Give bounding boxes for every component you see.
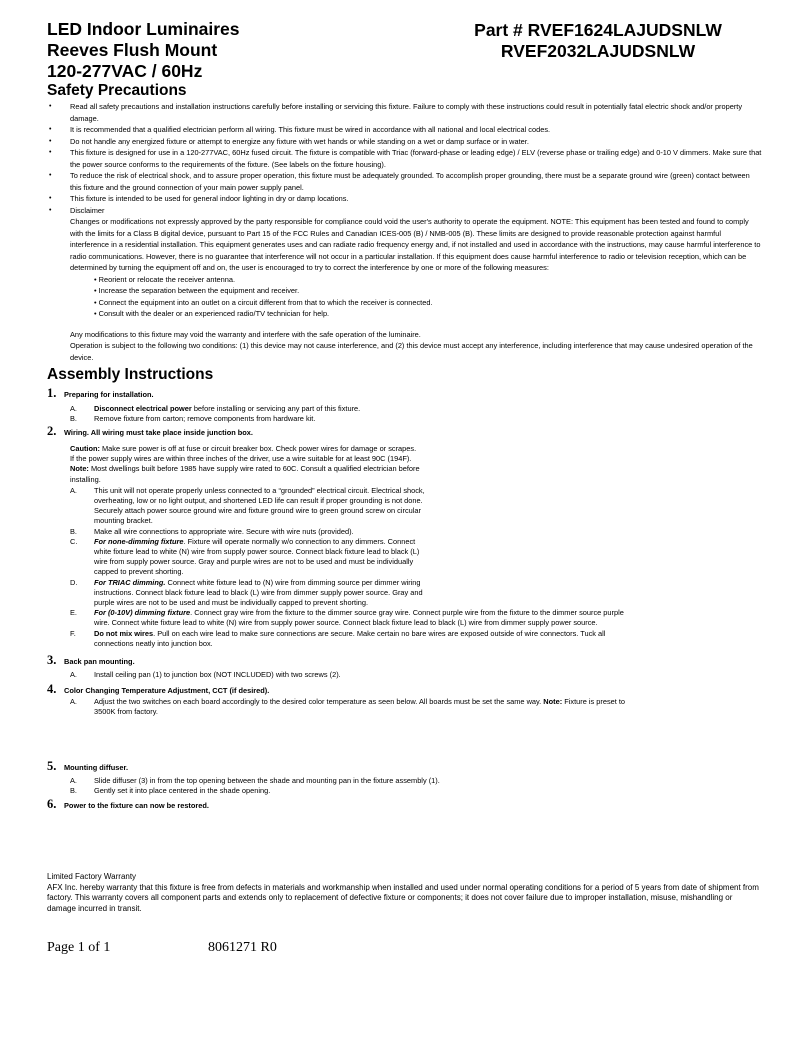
step-4 (47, 682, 762, 717)
substep-line: wire from supply power source. Gray and purple wires are not to be used and must be individually (94, 557, 414, 567)
step-5 (47, 759, 762, 796)
note-text: Most dwellings built before 1985 have supply wire rated to 60C. Consult a qualified electrician before (88, 464, 420, 474)
part-number-line: Part # RVEF1624LAJUDSNLW (474, 20, 722, 40)
substep (47, 527, 762, 537)
substep-letter: B. (70, 526, 77, 536)
substep (47, 537, 762, 578)
safety-item (47, 124, 762, 136)
substep (47, 414, 762, 424)
step-number: 1. (47, 386, 57, 400)
substep-line: . Fixture will operate normally w/o connection to any dimmers. Connect (183, 536, 416, 546)
safety-item-text: This fixture is designed for use in a 120-277VAC, 60Hz fused circuit. The fixture is compatible with Triac (forward-phase or leading edge) / ELV (reverse phase or trailing edge) and 0-10 V dimmers. Make sure that the power source conforms to the requirements of the fixture. (See labels on the fixture housing). (70, 148, 762, 169)
substep-line: This unit will not operate properly unless connected to a “grounded” electrical circuit. Electrical shock, (94, 485, 425, 495)
disclaimer-label: Disclaimer (70, 205, 105, 215)
substep-letter: F. (70, 628, 76, 638)
caution-text-2: If the power supply wires are within three inches of the driver, use a wire suitable for at least 90C (194F). (70, 454, 412, 464)
safety-heading: Safety Precautions (47, 82, 187, 99)
substep-letter: A. (70, 776, 77, 785)
safety-item-text: Do not handle any energized fixture or attempt to energize any fixture with wet hands or while standing on a wet or damp surface or in water. (70, 136, 529, 146)
substep-text: Remove fixture from carton; remove components from hardware kit. (94, 414, 316, 424)
substep-line: overheating, low or no light output, and shortened LED life can result if proper grounding is not done. (94, 496, 423, 506)
substep-text: Slide diffuser (3) in from the top opening between the shade and mounting pan in the fixture assembly (1). (94, 776, 440, 785)
bullet-icon: • (49, 103, 52, 110)
step-3 (47, 653, 762, 680)
safety-list (47, 101, 762, 320)
title-line: LED Indoor Luminaires (47, 19, 240, 39)
step-title: Preparing for installation. (64, 390, 154, 399)
safety-item (47, 147, 762, 170)
title-line: 120-277VAC / 60Hz (47, 61, 203, 81)
step-title: Color Changing Temperature Adjustment, CCT (if desired). (64, 686, 270, 695)
substep-line: instructions. Connect black fixture lead to black (L) wire from dimmer supply power source. Gray and (94, 587, 423, 597)
substep (47, 486, 762, 527)
measure-item: • Connect the equipment into an outlet on a circuit different from that to which the receiver is connected. (94, 297, 433, 307)
disclaimer-item (47, 205, 762, 320)
substep-bold: Do not mix wires (94, 628, 154, 638)
step-title: Back pan mounting. (64, 657, 135, 666)
step-1 (47, 386, 762, 424)
title-line: Reeves Flush Mount (47, 40, 218, 60)
substep-emphasis: For none-dimming fixture (94, 536, 184, 546)
warranty-text: AFX Inc. hereby warranty that this fixture is free from defects in materials and workmanship when installed and used under normal operating conditions for a period of 5 years from date of shipment from factory. This warranty covers all component parts and extends only to replacement of defective fixture or components; it does not cover failure due to improper installation, misuse, mishandling or damage incurred in transit. (47, 882, 759, 913)
step-header (47, 682, 762, 697)
safety-item (47, 170, 762, 193)
step-number: 3. (47, 653, 57, 667)
substep (47, 776, 762, 786)
substep-line: Connect white fixture lead to (N) wire from dimming source per dimmer wiring (165, 577, 421, 587)
substep-text: before installing or servicing any part of this fixture. (191, 404, 361, 413)
note-text-2: installing. (70, 474, 101, 484)
step-2 (47, 424, 762, 649)
caution-label: Caution: (70, 444, 100, 453)
substep-letter: A. (70, 404, 77, 413)
warranty-void-note: Any modifications to this fixture may void the warranty and interfere with the safe operation of the luminaire. (70, 330, 421, 339)
disclaimer-text: Changes or modifications not expressly approved by the party responsible for compliance could void the user's authority to operate the equipment. NOTE: This equipment has been tested and found to comply with the limits for a Class B digital device, pursuant to Part 15 of the FCC Rules and Canadian ICES-005 (B) / NMB-005 (B). These limits are designed to provide reasonable protection against harmful interference in a residential installation. This equipment generates uses and can radiate radio frequency energy and, if not installed and used in accordance with the instructions, may cause harmful interference to radio communications. However, there is no guarantee that interference will not occur in a particular installation. If this equipment does cause harmful interference to radio or television reception, which can be determined by turning the equipment off and on, the user is encouraged to try to correct the interference by one or more of the following measures: (70, 217, 761, 272)
substep-line: wire. Connect white fixture lead to white (N) wire from supply power source. Connect black fixture lead to black (L) wire from dimmer supply power source. (94, 618, 598, 628)
bullet-icon: • (49, 206, 52, 214)
substep-text: Adjust the two switches on each board accordingly to the desired color temperature as seen below. All boards must be set the same way. (94, 697, 544, 706)
step-title: Mounting diffuser. (64, 763, 129, 772)
bullet-icon: • (49, 172, 52, 179)
step-title: Wiring. All wiring must take place inside junction box. (64, 428, 253, 437)
step-number: 6. (47, 797, 57, 811)
substep-letter: B. (70, 786, 77, 796)
part-number-line: RVEF2032LAJUDSNLW (500, 41, 696, 61)
note-label: Note: (70, 464, 89, 474)
operation-conditions: Operation is subject to the following two conditions: (1) this device may not cause interference, and (2) this device must accept any interference, including interference that may cause undesired operation of the device. (70, 341, 753, 362)
step-number: 4. (47, 682, 57, 696)
safety-item-text: To reduce the risk of electrical shock, and to assure proper operation, this fixture must be adequately grounded. To accomplish proper grounding, there must be a separate ground wire (green) contact between this fixture and the ground connection of your main power supply panel. (70, 171, 750, 192)
safety-item-text: Read all safety precautions and installation instructions carefully before installing or servicing this fixture. Failure to comply with these instructions could result in potentially fatal electric shock and/or property damage. (70, 102, 743, 123)
step-header (47, 653, 762, 668)
assembly-heading: Assembly Instructions (47, 366, 214, 383)
substep-letter: D. (70, 577, 78, 587)
safety-item (47, 193, 762, 205)
substep-text: Make all wire connections to appropriate wire. Secure with wire nuts (provided). (94, 526, 354, 536)
caution-text: Make sure power is off at fuse or circuit breaker box. Check power wires for damage or scrapes. (99, 444, 417, 453)
safety-item-text: This fixture is intended to be used for general indoor lighting in dry or damp locations. (70, 194, 349, 203)
step-header (47, 424, 762, 439)
substep-line: white fixture lead to white (N) wire from supply power source. Connect black fixture lead to black (L) (94, 547, 420, 557)
document-number: 8061271 R0 (208, 940, 277, 955)
step-header (47, 386, 762, 401)
substep-line: Securely attach power source ground wire and fixture ground wire to green ground screw on circular (94, 506, 421, 516)
substep-letter: A. (70, 697, 77, 706)
substep-line: purple wires are not to be used and must be individually capped to prevent shorting. (94, 598, 369, 608)
substep-letter: A. (70, 485, 77, 495)
substep-bold: Disconnect electrical power (94, 404, 192, 413)
bullet-icon: • (49, 126, 52, 133)
substep (47, 697, 762, 717)
substep-line: . Pull on each wire lead to make sure connections are secure. Make certain no bare wires are exposed outside of wire connectors. Tuck all (153, 628, 606, 638)
substep-letter: C. (70, 536, 78, 546)
substep-letter: E. (70, 608, 77, 618)
substep-letter: B. (70, 414, 77, 424)
step-number: 5. (47, 759, 57, 773)
substep (47, 670, 762, 680)
substep-line: mounting bracket. (94, 516, 153, 526)
measure-item: • Reorient or relocate the receiver antenna. (94, 274, 236, 284)
substep-emphasis: For (0-10V) dimming fixture (94, 608, 191, 618)
substep-text: Fixture is preset to (562, 697, 626, 706)
step-header (47, 759, 762, 774)
substep-line: capped to prevent shorting. (94, 567, 184, 577)
substep-letter: A. (70, 670, 77, 679)
caution-note (47, 444, 762, 485)
substep (47, 404, 762, 414)
measure-item: • Increase the separation between the equipment and receiver. (94, 286, 300, 295)
substep (47, 629, 762, 649)
substep (47, 608, 762, 628)
substep-text: Gently set it into place centered in the shade opening. (94, 786, 271, 796)
warranty-title: Limited Factory Warranty (47, 872, 137, 881)
safety-item (47, 136, 762, 148)
substep-text: Install ceiling pan (1) to junction box (NOT INCLUDED) with two screws (2). (94, 670, 341, 679)
substep (47, 786, 762, 796)
substep-line: . Connect gray wire from the fixture to the dimmer source gray wire. Connect purple wire from the fixture to the dimmer source purple (190, 608, 624, 618)
substep-text: 3500K from factory. (94, 707, 158, 717)
warranty-section (47, 872, 762, 914)
part-numbers (438, 20, 758, 62)
step-number: 2. (47, 424, 57, 438)
page-number: Page 1 of 1 (47, 940, 111, 955)
substep-line: connections neatly into junction box. (94, 638, 213, 648)
step-header (47, 797, 762, 812)
substep-emphasis: For TRIAC dimming. (94, 577, 166, 587)
product-title (47, 19, 467, 82)
measures-list (70, 274, 762, 320)
safety-item-text: It is recommended that a qualified electrician perform all wiring. This fixture must be wired in accordance with all national and local electrical codes. (70, 125, 551, 134)
substep-bold: Note: (543, 697, 563, 706)
bullet-icon: • (49, 137, 52, 145)
safety-item (47, 101, 762, 124)
bullet-icon: • (49, 195, 52, 202)
step-6 (47, 797, 762, 812)
substep (47, 578, 762, 609)
bullet-icon: • (49, 149, 52, 156)
measure-item: • Consult with the dealer or an experienced radio/TV technician for help. (94, 309, 330, 318)
step-title: Power to the fixture can now be restored. (64, 801, 209, 810)
